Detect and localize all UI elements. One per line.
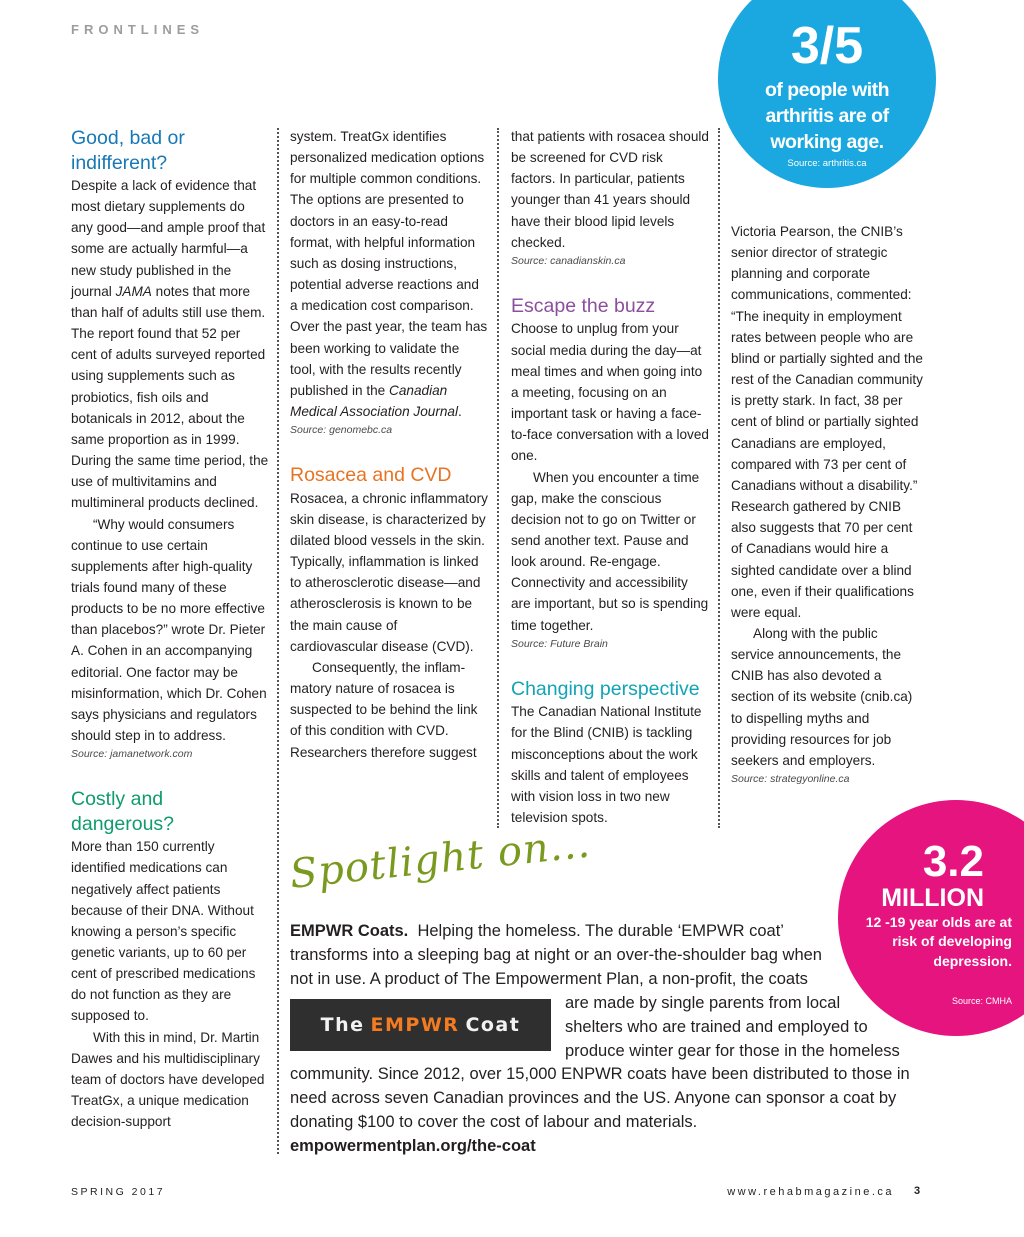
spotlight-line: EMPWR Coats. Helping the homeless. The durable ‘EMPWR coat’: [290, 922, 784, 940]
stat-source: Source: arthritis.ca: [787, 158, 867, 169]
heading-escape: Escape the buzz: [511, 294, 656, 317]
paragraph: Rosacea, a chronic inflammatory skin disease, is characterized by dilated blood vessels in the skin. Typically, inflammation is linked to atherosclerotic disease—and atherosclerosis is known to be the main cause of cardiovascular disease (CVD).: [290, 490, 488, 654]
source-note: Source: genomebc.ca: [290, 424, 393, 437]
stat-bubble-arthritis: [718, 0, 936, 188]
source-note: Source: Future Brain: [511, 637, 608, 650]
stat-value: 3.2: [922, 837, 984, 886]
stat-value: 3/5: [790, 17, 864, 75]
spotlight-line: need across seven Canadian provinces and the US. Anyone can sponsor a coat by: [290, 1089, 897, 1107]
section-label: FRONTLINES: [71, 22, 205, 37]
stat-bubble-depression: [838, 800, 1024, 1036]
paragraph: With this in mind, Dr. Martin Dawes and his multidisciplinary team of doctors have developed TreatGx, a unique medication decision-support: [71, 1029, 265, 1130]
paragraph: More than 150 currently identified medications can negatively affect patients because of their DNA. Without knowing a person’s specific genetic variants, up to 60 per cent of prescribed medications do not function as they are supposed to.: [71, 839, 256, 1024]
paragraph: Along with the public service announcements, the CNIB has also devoted a section of its website (cnib.ca) to dispelling myths and providing resources for job seekers and employers.: [731, 625, 913, 768]
stat-text: of people with arthritis are of working age.: [764, 79, 890, 153]
paragraph: Choose to unplug from your social media during the day—at meal times and when going into a meeting, focusing on an important task or having a face-to-face conversation with a loved one.: [511, 321, 709, 464]
paragraph: When you encounter a time gap, make the conscious decision not to go on Twitter or send another text. Pause and look around. Re-engage. Connectivity and accessibility are important, but so is spending time together.: [511, 469, 709, 633]
source-note: Source: strategyonline.ca: [731, 773, 850, 786]
column-3: [511, 126, 709, 828]
column-divider: [277, 128, 279, 1154]
source-note: Source: jamanetwork.com: [71, 748, 193, 761]
column-divider: [497, 128, 499, 828]
spotlight-line: transforms into a sleeping bag at night or an over-the-shoulder bag when: [290, 946, 822, 964]
issue-label: SPRING 2017: [71, 1186, 166, 1198]
source-note: Source: canadianskin.ca: [511, 254, 626, 267]
spotlight-title: Spotlight on...: [287, 820, 593, 898]
spotlight-lead: EMPWR Coats.: [290, 922, 409, 940]
spotlight-line: donating $100 to cover the cost of labour and materials.: [290, 1113, 698, 1131]
paragraph: system. TreatGx identifies personalized medication options for multiple common conditions. The options are presented to doctors in an easy-to-read format, with helpful information such as dosing instructions, potential adverse reactions and a medication cost comparison. Over the past year, the team has been working to validate the tool, with the results recently published in the Canadian Medical Association Journal.: [290, 129, 488, 420]
website-url[interactable]: www.rehabmagazine.ca: [727, 1186, 894, 1198]
spotlight-line: community. Since 2012, over 15,000 ENPWR coats have been distributed to those in: [290, 1065, 910, 1083]
column-divider: [718, 128, 720, 828]
spotlight-link[interactable]: empowermentplan.org/the-coat: [290, 1137, 536, 1155]
heading-good-bad: Good, bad or indifferent?: [71, 127, 185, 174]
heading-changing: Changing perspective: [511, 677, 700, 700]
empwr-coat-logo: The EMPWR Coat: [290, 999, 551, 1051]
heading-costly: Costly and dangerous?: [71, 788, 175, 835]
stat-source: Source: CMHA: [951, 996, 1012, 1006]
stat-unit: MILLION: [881, 884, 984, 912]
page-number: 3: [914, 1185, 921, 1197]
paragraph: The Canadian National Institute for the Blind (CNIB) is tackling misconceptions about the work skills and talent of employees with vision loss in two new television spots.: [511, 704, 702, 826]
paragraph: Victoria Pearson, the CNIB’s senior director of strategic planning and corporate communications, commented: “The inequity in employment rates between people who are blind or partially sighted and the rest of the Canadian community is pretty stark. In fact, 38 per cent of blind or partially sighted Canadians are employed, compared with 73 per cent of Canadians without a disability.” Research gathered by CNIB also suggests that 70 per cent of Canadians would hire a sighted candidate over a blind one, even if their qualifications were equal.: [731, 224, 923, 620]
column-4: [731, 221, 923, 788]
spotlight-line: shelters who are trained and employed to: [565, 1018, 868, 1036]
heading-rosacea: Rosacea and CVD: [290, 464, 452, 487]
paragraph: Consequently, the inflammatory nature of rosacea is suspected to be behind the link of this condition with CVD. Researchers therefore suggest: [290, 659, 478, 760]
stat-text: 12 -19 year olds are at risk of developing depression.: [865, 914, 1012, 969]
paragraph: Despite a lack of evidence that most dietary supplements do any good—and ample proof that some are actually harmful—a new study published in the journal JAMA notes that more than half of adults still use them. The report found that 52 per cent of adults surveyed reported using supplements such as probiotics, fish oils and botanicals in 2012, about the same proportion as in 1999. During the same time period, the use of multivitamins and multimineral products declined.: [71, 178, 269, 511]
spotlight-line: produce winter gear for those in the homeless: [565, 1042, 900, 1060]
paragraph: “Why would consumers continue to use certain supplements after high-quality trials found many of these products to be no more effective than placebos?” wrote Dr. Pieter A. Cohen in an accompanying editorial. One factor may be misinformation, which Dr. Cohen says physicians and regulators should step in to address.: [71, 516, 267, 744]
paragraph: that patients with rosacea should be screened for CVD risk factors. In particular, patients younger than 41 years should have their blood lipid levels checked.: [511, 129, 709, 250]
spotlight-line: not in use. A product of The Empowerment Plan, a non-profit, the coats: [290, 970, 808, 988]
spotlight-line: are made by single parents from local: [565, 994, 841, 1012]
column-1: [71, 126, 269, 1132]
column-2: [290, 126, 488, 763]
